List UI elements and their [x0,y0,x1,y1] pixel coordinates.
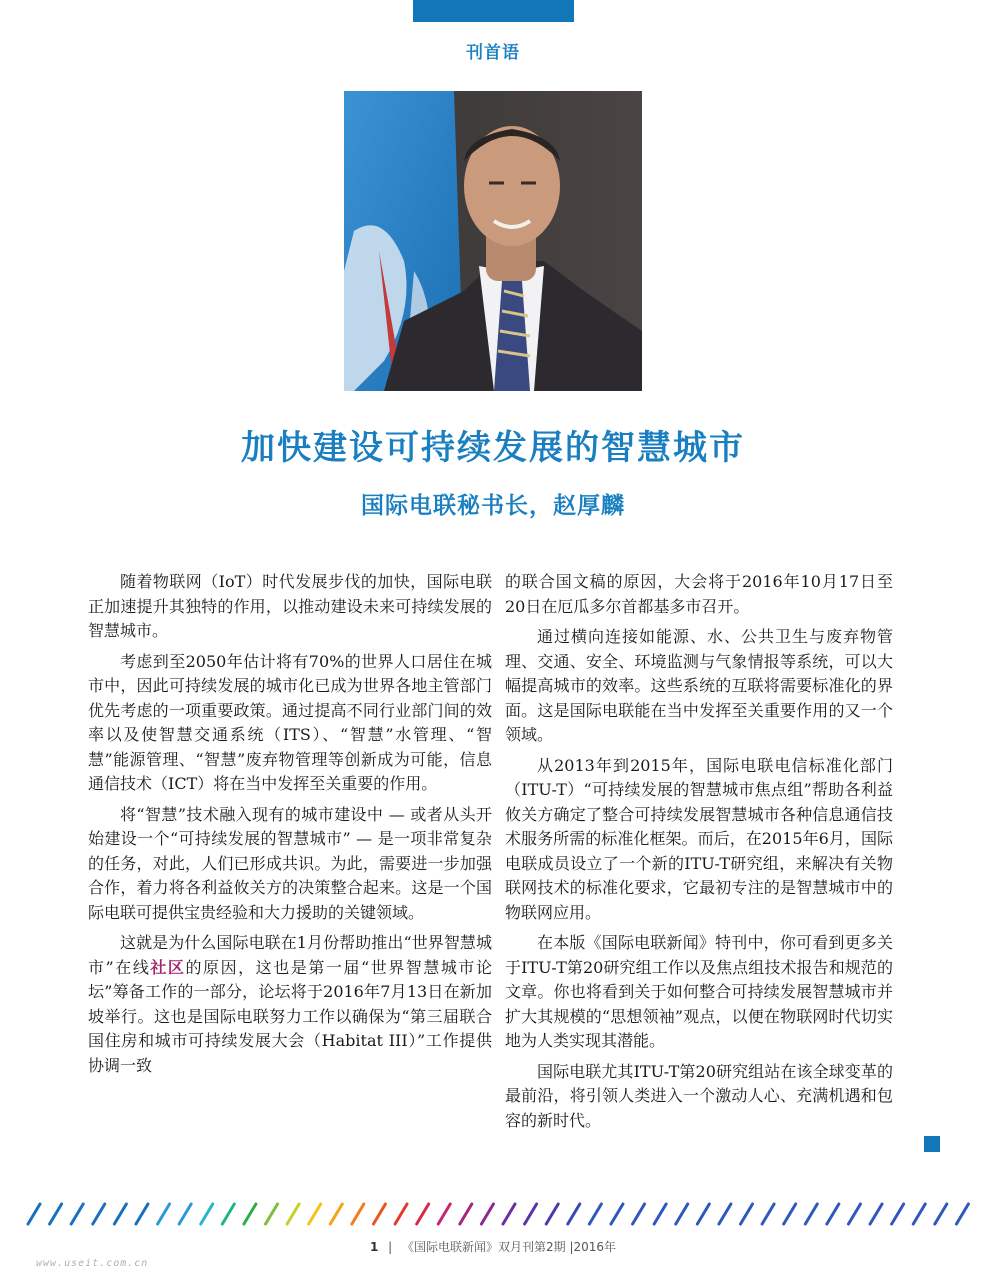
community-link[interactable]: 社区 [150,957,186,977]
stripe-mark [222,1204,234,1224]
section-label: 刊首语 [466,43,520,63]
paragraph: 通过横向连接如能源、水、公共卫生与废弃物管理、交通、安全、环境监测与气象情报等系统，可以大幅提高城市的效率。这些系统的互联将需要标准化的界面。这是国际电联能在当中发挥至关重要作用的又一个领域。 [505,627,893,744]
stripe-mark [460,1204,472,1224]
stripe-mark [179,1204,191,1224]
watermark: www.useit.com.cn [36,1258,149,1269]
paragraph: 在本版《国际电联新闻》特刊中，你可看到更多关于ITU-T第20研究组工作以及焦点组技术报告和规范的文章。你也将看到关于如何整合可持续发展智慧城市并扩大其规模的“思想领袖”观点，以便在物联网时代切实地为人类实现其潜能。 [505,933,893,1050]
stripe-mark [741,1204,753,1224]
decorative-stripes [24,1200,974,1228]
page-number: 1 [369,1240,379,1254]
stripe-mark [956,1204,968,1224]
stripe-mark [805,1204,817,1224]
stripe-mark [352,1204,364,1224]
stripe-mark [913,1204,925,1224]
top-accent-bar [413,0,574,22]
stripe-mark [633,1204,645,1224]
stripe-mark [438,1204,450,1224]
paragraph: 随着物联网（IoT）时代发展步伐的加快，国际电联正加速提升其独特的作用，以推动建设未来可持续发展的智慧城市。 [88,572,492,640]
stripe-mark [546,1204,558,1224]
paragraph: 考虑到至2050年估计将有70%的世界人口居住在城市中，因此可持续发展的城市化已成为世界各地主管部门优先考虑的一项重要政策。通过提高不同行业部门间的效率以及使智慧交通系统（ITS）、“智慧”水管理、“智慧”能源管理、“智慧”废弃物管理等创新成为可能，信息通信技术（ICT）将在当中发挥至关重要的作用。 [88,651,492,793]
footer-separator: | [388,1240,393,1254]
stripe-mark [114,1204,126,1224]
end-mark [924,1136,940,1152]
paragraph-continuation: 的联合国文稿的原因，大会将于2016年10月17日至20日在厄瓜多尔首都基多市召开。 [505,572,893,616]
stripe-mark [525,1204,537,1224]
right-column [505,570,893,1139]
paragraph: 将“智慧”技术融入现有的城市建设中 — 或者从头开始建设一个“可持续发展的智慧城市” — 是一项非常复杂的任务，对此，人们已形成共识。为此，需要进一步加强合作，着力将各利益攸关方的决策整合起来。这是一个国际电联可提供宝贵经验和大力援助的关键领域。 [88,804,492,922]
stripe-mark [244,1204,256,1224]
paragraph-text: 的原因，这也是第一届“世界智慧城市论坛”筹备工作的一部分，论坛将于2016年7月13日在新加坡举行。这也是国际电联努力工作以确保为“第三届联合国住房和城市可持续发展大会（Habitat III）”工作提供协调一致 [88,957,492,1075]
stripe-mark [568,1204,580,1224]
stripe-mark [697,1204,709,1224]
paragraph [88,931,492,1078]
stripe-mark [762,1204,774,1224]
stripe-mark [395,1204,407,1224]
stripe-mark [201,1204,213,1224]
stripe-mark [266,1204,278,1224]
stripe-mark [719,1204,731,1224]
paragraph: 国际电联尤其ITU-T第20研究组站在该全球变革的最前沿，将引领人类进入一个激动人心、充满机遇和包容的新时代。 [505,1061,893,1130]
stripe-mark [848,1204,860,1224]
stripe-mark [330,1204,342,1224]
stripe-mark [892,1204,904,1224]
stripe-mark [935,1204,947,1224]
stripe-mark [136,1204,148,1224]
stripe-mark [870,1204,882,1224]
stripe-mark [481,1204,493,1224]
stripe-mark [28,1204,40,1224]
stripe-mark [784,1204,796,1224]
paragraph-text: 这就是为什么国际电联在1月份帮助推出“世界智慧城市”在线 [88,933,492,977]
stripe-mark [676,1204,688,1224]
stripe-mark [827,1204,839,1224]
stripe-mark [589,1204,601,1224]
portrait-photo [344,91,642,391]
article-byline: 国际电联秘书长，赵厚麟 [361,492,625,519]
publication-info: 《国际电联新闻》双月刊第2期 |2016年 [402,1240,617,1254]
article-title: 加快建设可持续发展的智慧城市 [241,428,745,468]
stripe-mark [93,1204,105,1224]
stripe-mark [654,1204,666,1224]
stripe-mark [71,1204,83,1224]
stripe-mark [309,1204,321,1224]
paragraph: 从2013年到2015年，国际电联电信标准化部门（ITU-T）“可持续发展的智慧城市焦点组”帮助各利益攸关方确定了整合可持续发展智慧城市各种信息通信技术服务所需的标准化框架。而后，在2015年6月，国际电联成员设立了一个新的ITU-T研究组，来解决有关物联网技术的标准化要求，它最初专注的是智慧城市中的物联网应用。 [505,755,893,922]
stripe-mark [158,1204,170,1224]
portrait-illustration [344,91,642,391]
stripe-mark [417,1204,429,1224]
stripe-mark [503,1204,515,1224]
page-footer [0,1238,986,1255]
stripe-mark [373,1204,385,1224]
stripe-mark [611,1204,623,1224]
left-column [88,570,492,1084]
stripe-mark [50,1204,62,1224]
stripe-mark [287,1204,299,1224]
